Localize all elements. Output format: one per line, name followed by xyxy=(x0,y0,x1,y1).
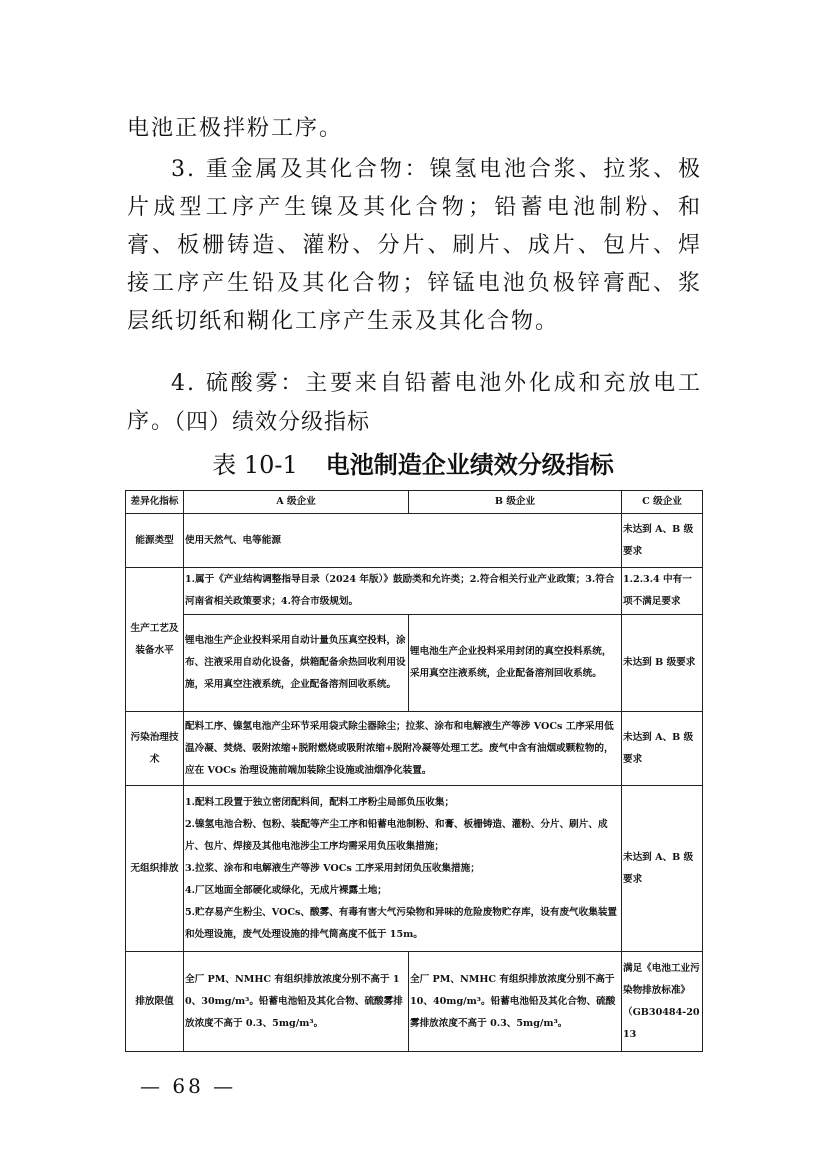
table-row-emission xyxy=(126,952,703,1052)
table-row-production-common xyxy=(126,568,703,615)
table-row-pollution xyxy=(126,712,703,786)
table-number: 表 10-1 xyxy=(212,451,298,479)
pollution-ab: 配料工序、镍氢电池产尘环节采用袋式除尘器除尘；拉浆、涂布和电解液生产等涉 VOCs 工序采用低温冷凝、焚烧、吸附浓缩+脱附燃烧或吸附浓缩+脱附冷凝等处理工艺。废气中含有油烟或颗粒物的，应在 VOCs 治理设施前端加装除尘设施或油烟净化装置。 xyxy=(184,712,622,786)
table-title-text: 电池制造企业绩效分级指标 xyxy=(325,450,614,479)
fugitive-item: 2.镍氢电池合粉、包粉、装配等产尘工序和铅蓄电池制粉、和膏、板栅铸造、灌粉、分片、刷片、成片、包片、焊接及其他电池涉尘工序均需采用负压收集措施； xyxy=(185,818,608,852)
row-label-fugitive: 无组织排放 xyxy=(126,786,184,952)
row-label-pollution: 污染治理技术 xyxy=(126,712,184,786)
performance-table xyxy=(125,490,703,1052)
emission-c: 满足《电池工业污染物排放标准》（GB30484-2013 xyxy=(622,952,703,1052)
table-row-production-detail xyxy=(126,615,703,712)
fugitive-item: 4.厂区地面全部硬化或绿化，无成片裸露土地； xyxy=(185,884,387,896)
table-caption xyxy=(0,446,826,484)
production-b: 锂电池生产企业投料采用封闭的真空投料系统，采用真空注液系统，企业配备溶剂回收系统。 xyxy=(409,615,622,712)
energy-ab: 使用天然气、电等能源 xyxy=(184,514,622,568)
paragraph-1: 电池正极拌粉工序。 xyxy=(127,116,344,141)
fugitive-item: 1.配料工段置于独立密闭配料间，配料工序粉尘局部负压收集； xyxy=(185,796,455,808)
table-row-energy xyxy=(126,514,703,568)
emission-a: 全厂 PM、NMHC 有组织排放浓度分别不高于 10、30mg/m³。铅蓄电池铅及其化合物、硫酸雾排放浓度不高于 0.3、5mg/m³。 xyxy=(184,952,409,1052)
fugitive-item: 3.拉浆、涂布和电解液生产等涉 VOCs 工序采用封闭负压收集措施； xyxy=(185,862,480,874)
header-indicator: 差异化指标 xyxy=(126,491,184,514)
production-common: 1.属于《产业结构调整指导目录（2024 年版）》鼓励类和允许类；2.符合相关行业产业政策；3.符合河南省相关政策要求；4.符合市级规划。 xyxy=(184,568,622,615)
table-header-row xyxy=(126,491,703,514)
header-grade-a: A 级企业 xyxy=(184,491,409,514)
row-label-emission: 排放限值 xyxy=(126,952,184,1052)
pollution-c: 未达到 A、B 级要求 xyxy=(622,712,703,786)
fugitive-c: 未达到 A、B 级要求 xyxy=(622,786,703,952)
paragraph-3: 4. 硫酸雾：主要来自铅蓄电池外化成和充放电工序。 xyxy=(127,371,702,434)
emission-b: 全厂 PM、NMHC 有组织排放浓度分别不高于 10、40mg/m³。铅蓄电池铅及其化合物、硫酸雾排放浓度不高于 0.3、5mg/m³。 xyxy=(409,952,622,1052)
production-c: 未达到 B 级要求 xyxy=(622,615,703,712)
table-row-fugitive xyxy=(126,786,703,952)
fugitive-item: 5.贮存易产生粉尘、VOCs、酸雾、有毒有害大气污染物和异味的危险废物贮存库，设有废气收集装置和处理设施，废气处理设施的排气筒高度不低于 15m。 xyxy=(185,906,618,940)
fugitive-ab xyxy=(184,786,622,952)
row-label-production: 生产工艺及装备水平 xyxy=(126,568,184,712)
header-grade-b: B 级企业 xyxy=(409,491,622,514)
production-a: 锂电池生产企业投料采用自动计量负压真空投料，涂布、注液采用自动化设备，烘箱配备余热回收利用设施，采用真空注液系统，企业配备溶剂回收系统。 xyxy=(184,615,409,712)
paragraph-2: 3. 重金属及其化合物：镍氢电池合浆、拉浆、极片成型工序产生镍及其化合物；铅蓄电池制粉、和膏、板栅铸造、灌粉、分片、刷片、成片、包片、焊接工序产生铅及其化合物；锌锰电池负极锌膏配、浆层纸切纸和糊化工序产生汞及其化合物。 xyxy=(127,157,702,334)
energy-c: 未达到 A、B 级要求 xyxy=(622,514,703,568)
page-number: — 68 — xyxy=(140,1074,237,1098)
production-common-c: 1.2.3.4 中有一项不满足要求 xyxy=(622,568,703,615)
row-label-energy: 能源类型 xyxy=(126,514,184,568)
header-grade-c: C 级企业 xyxy=(622,491,703,514)
section-heading: （四）绩效分级指标 xyxy=(163,410,371,435)
